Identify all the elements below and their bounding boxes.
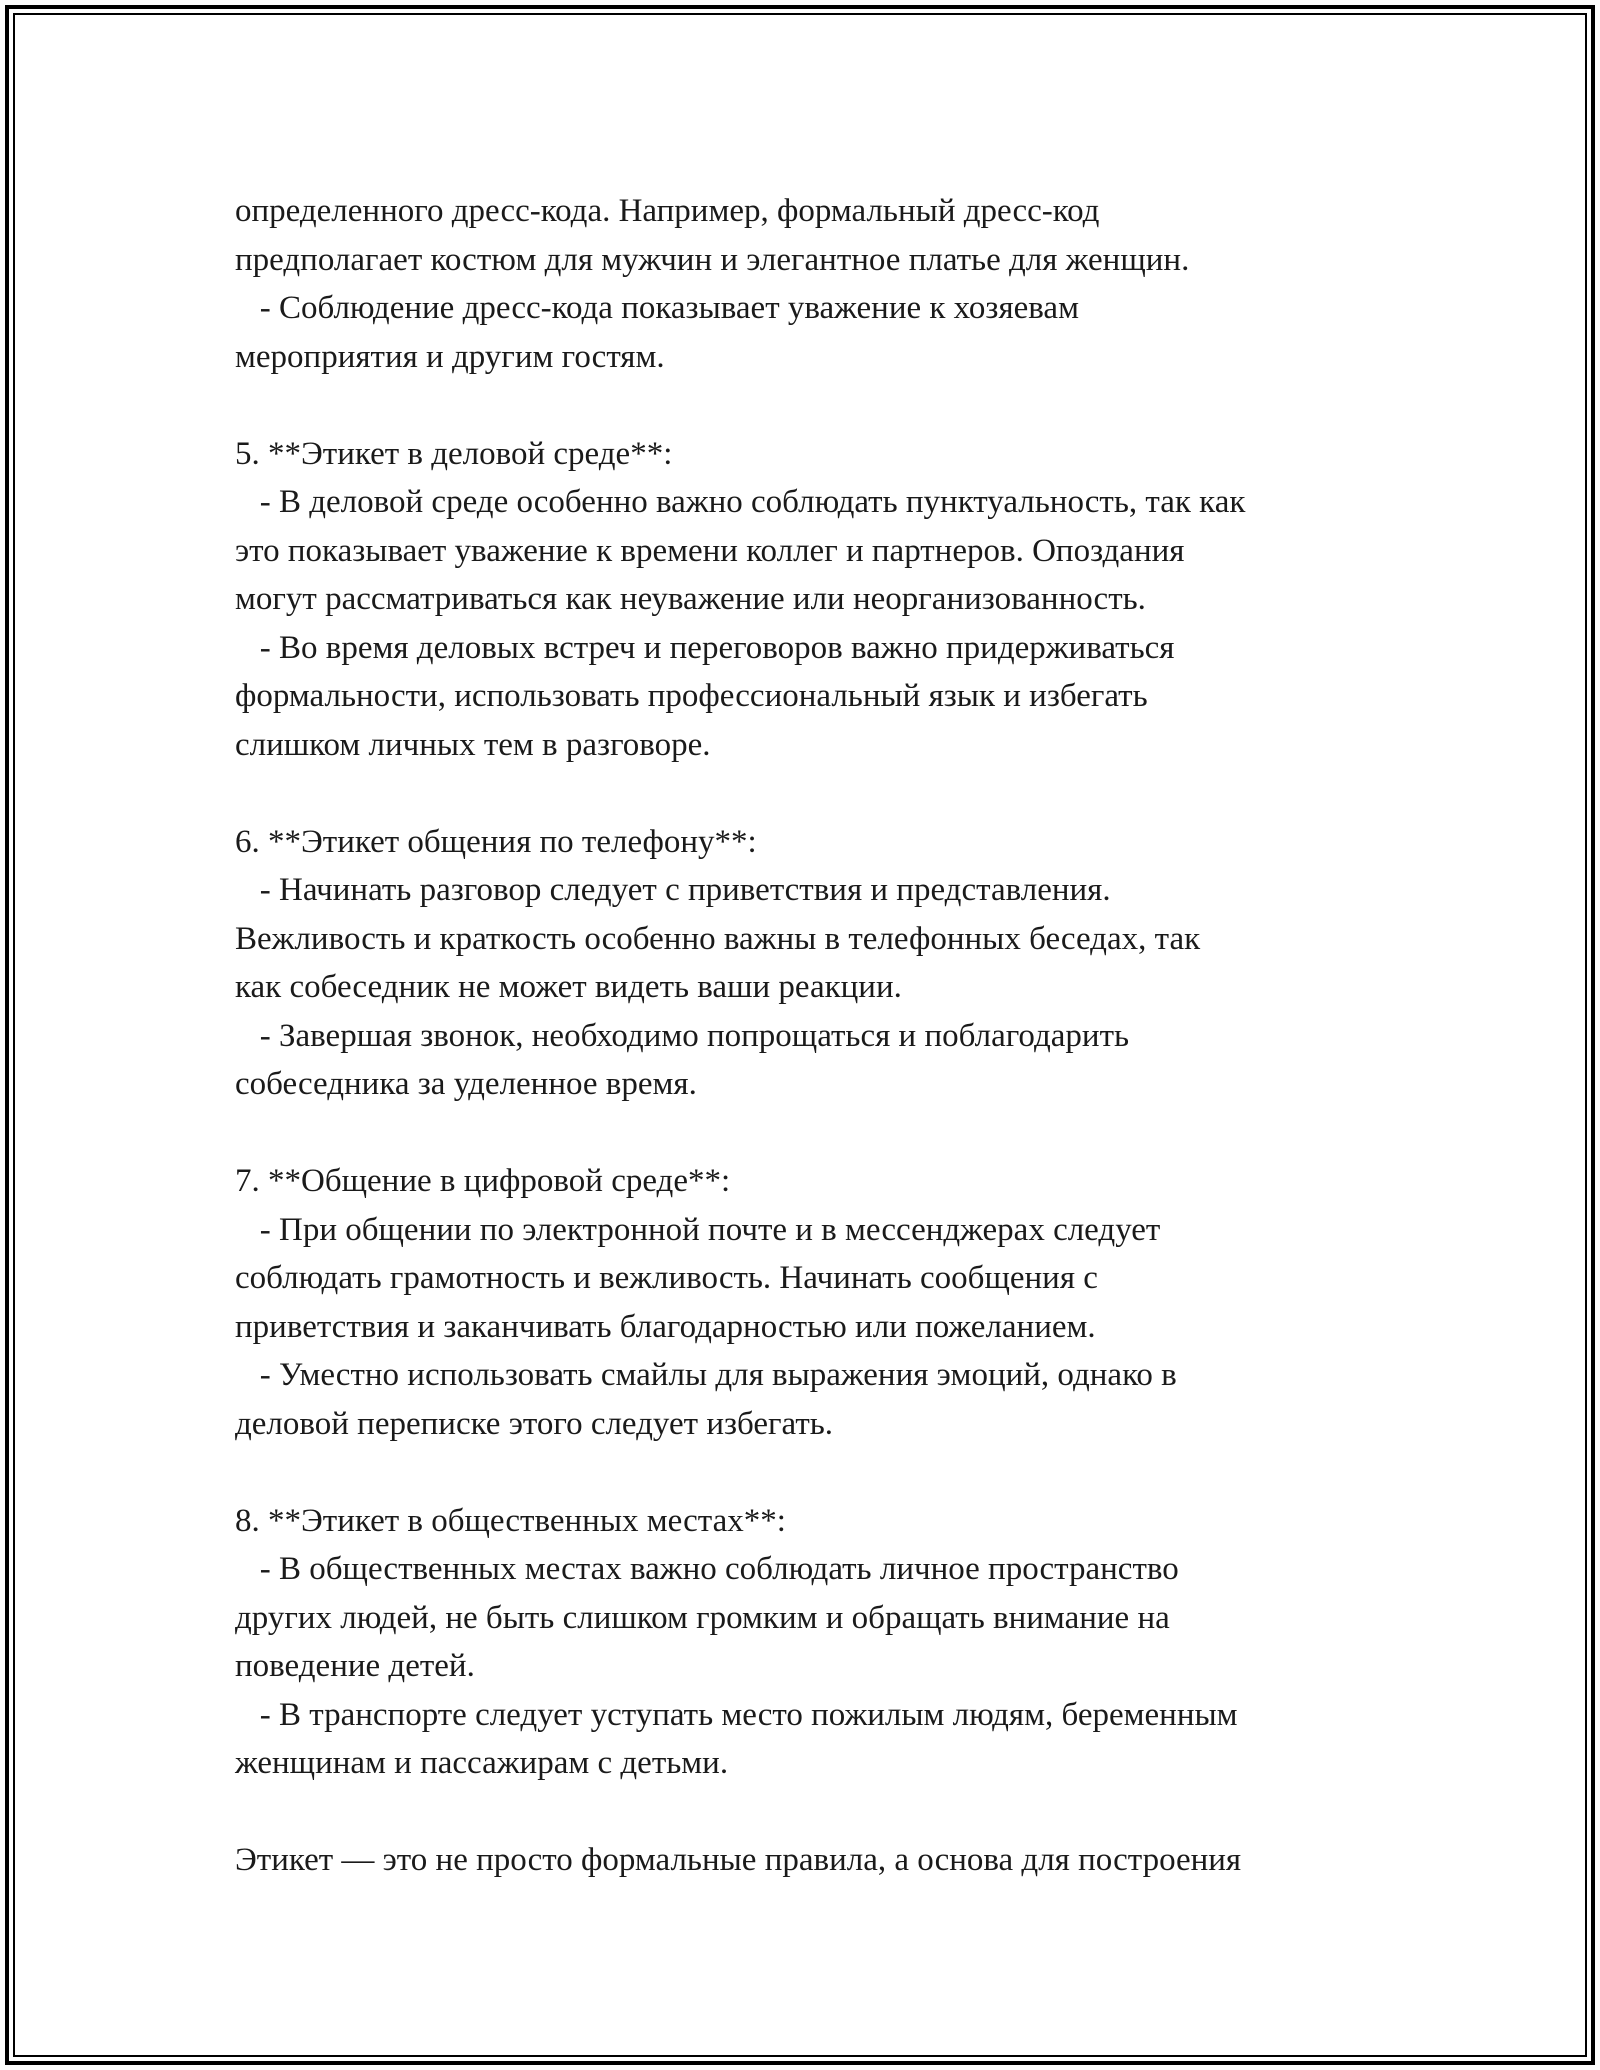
- section-heading: 7. **Общение в цифровой среде**:: [235, 1163, 731, 1199]
- text-line: других людей, не быть слишком громким и обращать внимание на: [235, 1599, 1170, 1636]
- blank-line: [235, 1788, 1415, 1837]
- text-line: поведение детей.: [235, 1648, 475, 1684]
- section-heading: 8. **Этикет в общественных местах**:: [235, 1502, 786, 1539]
- section-heading: 5. **Этикет в деловой среде**:: [235, 435, 673, 472]
- text-line: деловой переписке этого следует избегать.: [235, 1405, 834, 1442]
- text-line: соблюдать грамотность и вежливость. Начинать сообщения с: [235, 1260, 1098, 1296]
- text-line: - В общественных местах важно соблюдать личное пространство: [235, 1551, 1179, 1587]
- blank-line: [235, 381, 1415, 430]
- blank-line: [235, 1109, 1415, 1158]
- text-line: Этикет — это не просто формальные правила, а основа для построения: [235, 1842, 1242, 1878]
- text-line: - При общении по электронной почте и в мессенджерах следует: [235, 1211, 1161, 1248]
- section-heading: 6. **Этикет общения по телефону**:: [235, 823, 757, 860]
- text-line: - В транспорте следует уступать место пожилым людям, беременным: [235, 1696, 1238, 1733]
- text-line: - Завершая звонок, необходимо попрощаться и поблагодарить: [235, 1017, 1130, 1054]
- text-line: это показывает уважение к времени коллег и партнеров. Опоздания: [235, 532, 1185, 569]
- text-line: определенного дресс-кода. Например, формальный дресс-код: [235, 193, 1100, 229]
- text-line: - Начинать разговор следует с приветствия и представления.: [235, 872, 1111, 908]
- text-line: - Во время деловых встреч и переговоров важно придерживаться: [235, 629, 1175, 666]
- text-line: могут рассматриваться как неуважение или неорганизованность.: [235, 581, 1146, 617]
- text-line: мероприятия и другим гостям.: [235, 338, 665, 375]
- text-line: слишком личных тем в разговоре.: [235, 726, 711, 763]
- text-line: - В деловой среде особенно важно соблюдать пунктуальность, так как: [235, 484, 1246, 520]
- text-line: женщинам и пассажирам с детьми.: [235, 1745, 729, 1781]
- document-body: [235, 187, 1415, 1885]
- text-line: собеседника за уделенное время.: [235, 1066, 697, 1102]
- text-line: как собеседник не может видеть ваши реакции.: [235, 969, 902, 1005]
- blank-line: [235, 1448, 1415, 1497]
- text-line: приветствия и заканчивать благодарностью или пожеланием.: [235, 1308, 1096, 1345]
- text-line: - Соблюдение дресс-кода показывает уважение к хозяевам: [235, 290, 1079, 326]
- text-line: Вежливость и краткость особенно важны в телефонных беседах, так: [235, 920, 1201, 957]
- text-line: - Уместно использовать смайлы для выражения эмоций, однако в: [235, 1357, 1177, 1393]
- text-line: предполагает костюм для мужчин и элегантное платье для женщин.: [235, 241, 1190, 278]
- text-line: формальности, использовать профессиональный язык и избегать: [235, 678, 1148, 714]
- blank-line: [235, 769, 1415, 818]
